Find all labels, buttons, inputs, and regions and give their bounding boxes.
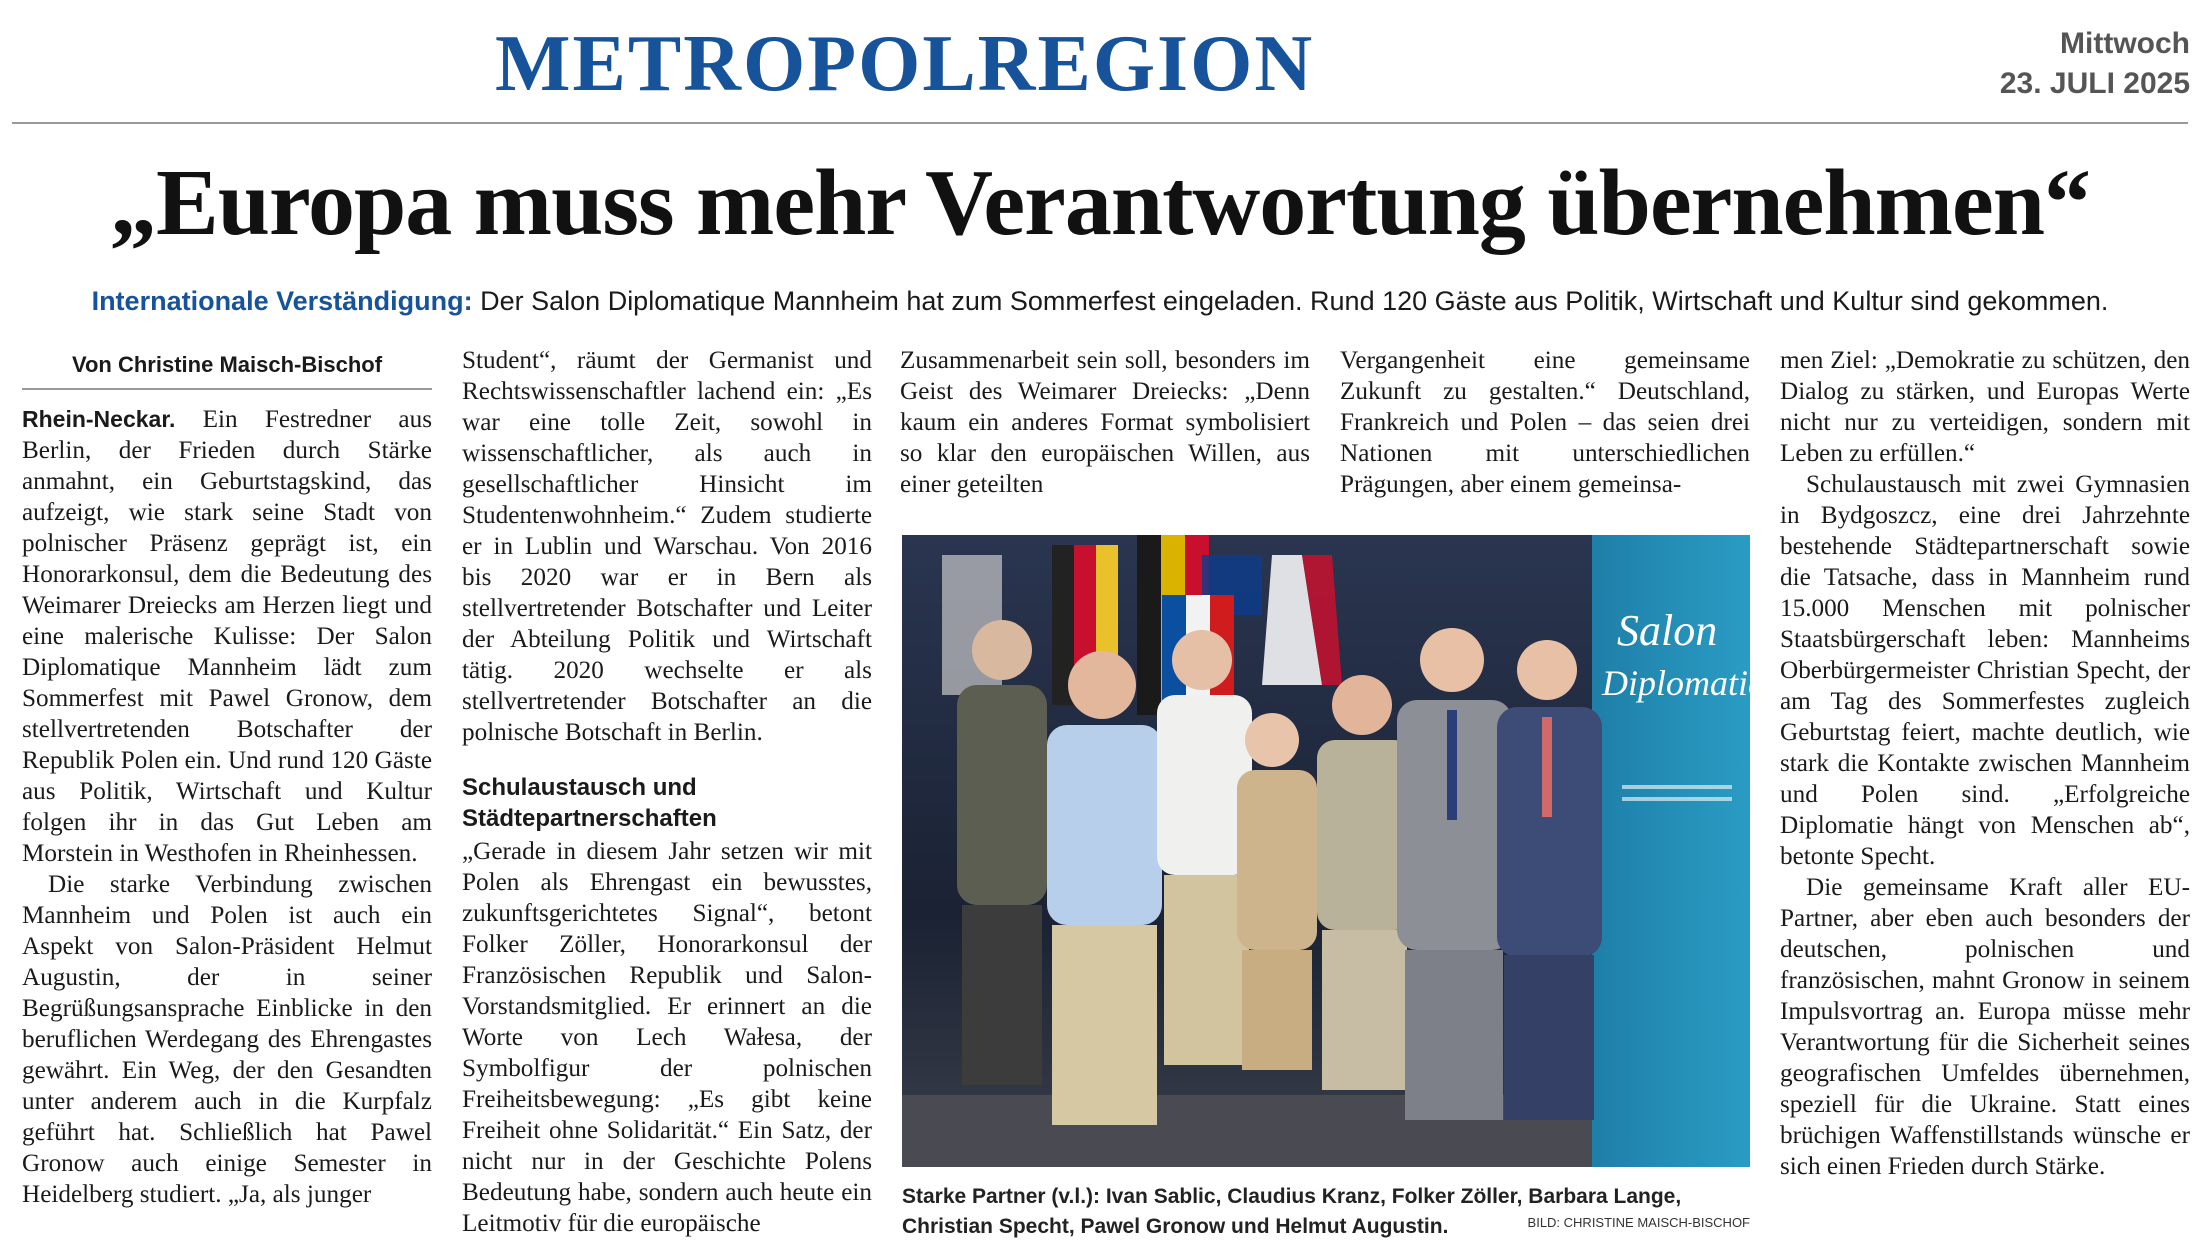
paragraph: men Ziel: „Demokratie zu schützen, den Dialog zu stärken, und Europas Werte nicht nur zu verteidigen, sondern mit Leben zu erfüllen.“ bbox=[1780, 347, 2190, 467]
date: 23. JULI 2025 bbox=[1999, 67, 2190, 100]
person-1 bbox=[957, 620, 1047, 1085]
column-4 bbox=[1340, 345, 1750, 500]
standfirst bbox=[0, 282, 2200, 320]
paragraph: Student“, räumt der Germanist und Rechtswissenschaftler lachend ein: „Es war eine tolle Zeit, sowohl in wissenschaftlicher, als auch in gesellschaftlicher Hinsicht im Studentenwohnheim.“ Zudem studierte er in Lublin und Warschau. Von 2016 bis 2020 war er in Bern als stellvertretender Botschafter und Leiter der Abteilung Politik und Wirtschaft tätig. 2020 wechselte er als stellvertretender Botschafter an die polnische Botschaft in Berlin. bbox=[462, 347, 872, 746]
paragraph-text: Ein Festredner aus Berlin, der Frieden durch Stärke anmahnt, ein Geburtstagskind, das aufzeigt, wie stark seine Stadt von polnischer Präsenz geprägt ist, ein Honorarkonsul, dem die Bedeutung des Weimarer Dreiecks am Herzen liegt und eine malerische Kulisse: Der Salon Diplomatique Mannheim lädt zum Sommerfest mit Pawel Gronow, dem stellvertretenden Botschafter der Republik Polen ein. Und rund 120 Gäste aus Politik, Wirtschaft und Kultur folgen ihr in das Gut Leben am Morstein in Westhofen in Rheinhessen. bbox=[22, 406, 432, 867]
group-photo-illustration bbox=[902, 535, 1800, 1167]
section-title: METROPOLREGION bbox=[495, 20, 1315, 108]
person-7 bbox=[1497, 640, 1602, 1120]
subheading: Schulaustausch und Städtepartnerschaften bbox=[462, 774, 717, 832]
byline: Von Christine Maisch-Bischof bbox=[22, 345, 432, 390]
masthead-rule bbox=[12, 122, 2188, 124]
paragraph: Schulaustausch mit zwei Gymnasien in Bydgoszcz, eine drei Jahrzehnte bestehende Städtepartnerschaft sowie die Tatsache, dass in Mannheim rund 15.000 Menschen mit polnischer Staatsbürgerschaft leben: Mannheims Oberbürgermeister Christian Specht, der am Tag des Sommerfestes zugleich Geburtstag feiert, machte deutlich, wie stark die Kontakte zwischen Mannheim und Polen sind. „Erfolgreiche Diplomatie hängt von Menschen ab“, betonte Specht. bbox=[1780, 471, 2190, 870]
paragraph: Zusammenarbeit sein soll, besonders im Geist des Weimarer Dreiecks: „Denn kaum ein anderes Format symbolisiert so klar den europäischen Willen, aus einer geteilten bbox=[900, 347, 1310, 498]
column-2 bbox=[462, 345, 872, 1239]
masthead bbox=[0, 0, 2200, 122]
column-5 bbox=[1780, 345, 2190, 1182]
dateline bbox=[2000, 24, 2190, 104]
paragraph: Vergangenheit eine gemeinsame Zukunft zu gestalten.“ Deutschland, Frankreich und Polen – das seien drei Nationen mit unterschiedlichen Prägungen, aber einem gemeinsa- bbox=[1340, 347, 1750, 498]
paragraph bbox=[22, 404, 432, 869]
person-6 bbox=[1397, 628, 1512, 1120]
kicker: Internationale Verständigung: bbox=[91, 286, 473, 316]
paragraph: „Gerade in diesem Jahr setzen wir mit Polen als Ehrengast ein bewusstes, zukunftsgerichtetes Signal“, betont Folker Zöller, Honorarkonsul der Französischen Republik und Salon-Vorstandsmitglied. Er erinnert an die Worte von Lech Wałesa, der Symbolfigur der polnischen Freiheitsbewegung: „Es gibt keine Freiheit ohne Solidarität.“ Ein Satz, der nicht nur in der Geschichte Polens Bedeutung habe, sondern auch heute ein Leitmotiv für die europäische bbox=[462, 838, 872, 1237]
banner-text-1: Salon bbox=[1617, 606, 1718, 655]
banner-text-2: Diplomatique bbox=[1602, 663, 1800, 703]
standfirst-text: Der Salon Diplomatique Mannheim hat zum Sommerfest eingeladen. Rund 120 Gäste aus Politik, Wirtschaft und Kultur sind gekommen. bbox=[480, 286, 2109, 316]
column-3 bbox=[900, 345, 1310, 500]
column-1 bbox=[22, 345, 432, 1210]
headline: „Europa muss mehr Verantwortung übernehmen“ bbox=[110, 151, 2090, 255]
place-marker: Rhein-Neckar. bbox=[22, 406, 176, 432]
caption-text: Starke Partner (v.l.): Ivan Sablic, Claudius Kranz, Folker Zöller, Barbara Lange, Christian Specht, Pawel Gronow und Helmut Augustin. bbox=[902, 1185, 1682, 1238]
photo-credit: BILD: CHRISTINE MAISCH-BISCHOF bbox=[1527, 1215, 1750, 1230]
weekday: Mittwoch bbox=[2060, 27, 2190, 60]
paragraph: Die starke Verbindung zwischen Mannheim und Polen ist auch ein Aspekt von Salon-Präsident Helmut Augustin, der in seiner Begrüßungsansprache Einblicke in den beruflichen Werdegang des Ehrengastes gewährt. Ein Weg, der den Gesandten unter anderem auch in die Kurpfalz geführt hat. Schließlich hat Pawel Gronow auch einige Semester in Heidelberg studiert. „Ja, als junger bbox=[22, 871, 432, 1208]
paragraph: Die gemeinsame Kraft aller EU-Partner, aber eben auch besonders der deutschen, polnischen und französischen, mahnt Gronow in seinem Impulsvortrag an. Europa müsse mehr Verantwortung für die Sicherheit seines geografischen Umfeldes übernehmen, speziell für die Ukraine. Statt eines brüchigen Waffenstillstands wünsche er sich einen Frieden durch Stärke. bbox=[1780, 874, 2190, 1180]
group-photo bbox=[902, 535, 1800, 1167]
photo-caption bbox=[902, 1182, 1750, 1242]
